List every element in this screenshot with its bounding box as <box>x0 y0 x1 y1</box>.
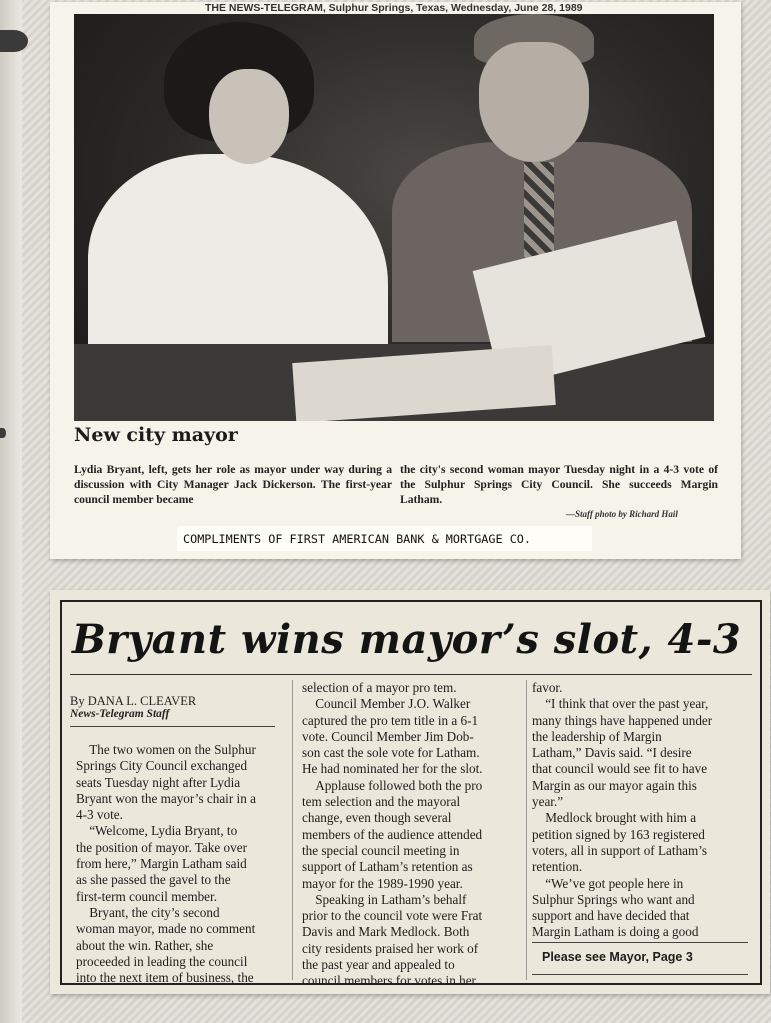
article-line: Sulphur Springs who want and <box>532 891 695 907</box>
article-line: about the win. Rather, she <box>76 937 214 953</box>
photo-man-face <box>479 42 589 162</box>
article-line: proceeded in leading the council <box>76 953 248 969</box>
article-line: support of Latham’s retention as <box>302 859 473 875</box>
caption-text-col1: Lydia Bryant, left, gets her role as mayor under way during a discussion with City Manager Jack Dickerson. The first-year council member became <box>74 463 392 506</box>
continued-rule-bottom <box>532 974 748 975</box>
column-divider <box>526 680 527 980</box>
article-line: year.” <box>532 794 564 810</box>
article-line: members of the audience attended <box>302 826 483 842</box>
article-column-2 <box>302 680 520 990</box>
article-line: Bryant won the mayor’s chair in a <box>76 790 256 806</box>
article-line: Medlock brought with him a <box>532 810 697 826</box>
article-line: captured the pro tem title in a 6-1 <box>302 712 479 728</box>
article-line: vote. Council Member Jim Dob- <box>302 728 474 744</box>
binder-sleeve-edge <box>0 0 22 1023</box>
article-line: woman mayor, made no comment <box>76 921 256 937</box>
article-line: many things have happened under <box>532 712 713 728</box>
article-headline: Bryant wins mayor’s slot, 4-3 <box>72 616 742 663</box>
article-column-3 <box>532 680 754 941</box>
column-divider <box>292 680 293 980</box>
continued-rule-top <box>532 942 748 943</box>
newspaper-masthead: THE NEWS-TELEGRAM, Sulphur Springs, Texas, Wednesday, June 28, 1989 <box>205 2 583 14</box>
article-line: first-term council member. <box>76 888 217 904</box>
article-line: He had nominated her for the slot. <box>302 761 483 777</box>
article-line: “We’ve got people here in <box>532 875 684 891</box>
article-line: change, even though several <box>302 810 452 826</box>
article-line: the special council meeting in <box>302 842 460 858</box>
article-line: Applause followed both the pro <box>302 777 483 793</box>
article-frame <box>60 600 762 989</box>
photo-woman-face <box>209 69 289 164</box>
article-line: support and have decided that <box>532 908 690 924</box>
article-line: prior to the council vote were Frat <box>302 908 483 924</box>
caption-text-col2: the city's second woman mayor Tuesday night in a 4-3 vote of the Sulphur Springs City Council. She succeeds Margin Latham. <box>400 463 718 506</box>
article-line: Margin as our mayor again this <box>532 777 697 793</box>
continued-note: Please see Mayor, Page 3 <box>542 950 693 964</box>
article-line: seats Tuesday night after Lydia <box>76 774 241 790</box>
binder-hole <box>0 30 28 52</box>
photo-credit: —Staff photo by Richard Hail <box>566 509 678 519</box>
article-line: Speaking in Latham’s behalf <box>302 891 467 907</box>
article-line: Springs City Council exchanged <box>76 758 248 774</box>
article-line: “I think that over the past year, <box>532 696 709 712</box>
article-line: selection of a mayor pro tem. <box>302 680 457 695</box>
article-line: that council would see fit to have <box>532 761 708 777</box>
article-line: as she passed the gavel to the <box>76 872 231 888</box>
article-clipping <box>50 590 770 994</box>
article-line: council members for votes in her <box>302 973 476 989</box>
byline-rule <box>70 726 275 727</box>
photo-clipping <box>50 2 741 559</box>
article-line: Davis and Mark Medlock. Both <box>302 924 470 940</box>
news-photo <box>74 14 714 421</box>
compliments-label: COMPLIMENTS OF FIRST AMERICAN BANK & MORTGAGE CO. <box>177 526 592 551</box>
article-line: favor. <box>532 680 563 695</box>
article-line: Margin Latham is doing a good <box>532 924 699 940</box>
article-line: The two women on the Sulphur <box>76 742 256 757</box>
article-byline-staff: News-Telegram Staff <box>70 708 170 720</box>
article-line: Council Member J.O. Walker <box>302 696 471 712</box>
article-line: the leadership of Margin <box>532 728 662 744</box>
article-line: the position of mayor. Take over <box>76 839 247 855</box>
article-line: son cast the sole vote for Latham. <box>302 745 480 761</box>
article-line: Bryant, the city’s second <box>76 904 220 920</box>
article-line: city residents praised her work of <box>302 940 479 956</box>
article-line: the past year and appealed to <box>302 957 455 973</box>
article-line: into the next item of business, the <box>76 970 254 986</box>
article-line: retention. <box>532 859 583 875</box>
article-line: “Welcome, Lydia Bryant, to <box>76 823 238 839</box>
article-line: from here,” Margin Latham said <box>76 856 247 872</box>
article-line: 4-3 vote. <box>76 807 123 823</box>
article-column-1 <box>76 742 286 986</box>
article-line: mayor for the 1989-1990 year. <box>302 875 463 891</box>
article-line: petition signed by 163 registered <box>532 826 705 842</box>
article-line: Latham,” Davis said. “I desire <box>532 745 692 761</box>
article-line: voters, all in support of Latham’s <box>532 842 708 858</box>
headline-rule <box>70 674 752 675</box>
binder-hole-small <box>0 428 6 438</box>
caption-title: New city mayor <box>74 424 238 446</box>
article-line: tem selection and the mayoral <box>302 794 461 810</box>
article-byline: By DANA L. CLEAVER <box>70 694 197 708</box>
